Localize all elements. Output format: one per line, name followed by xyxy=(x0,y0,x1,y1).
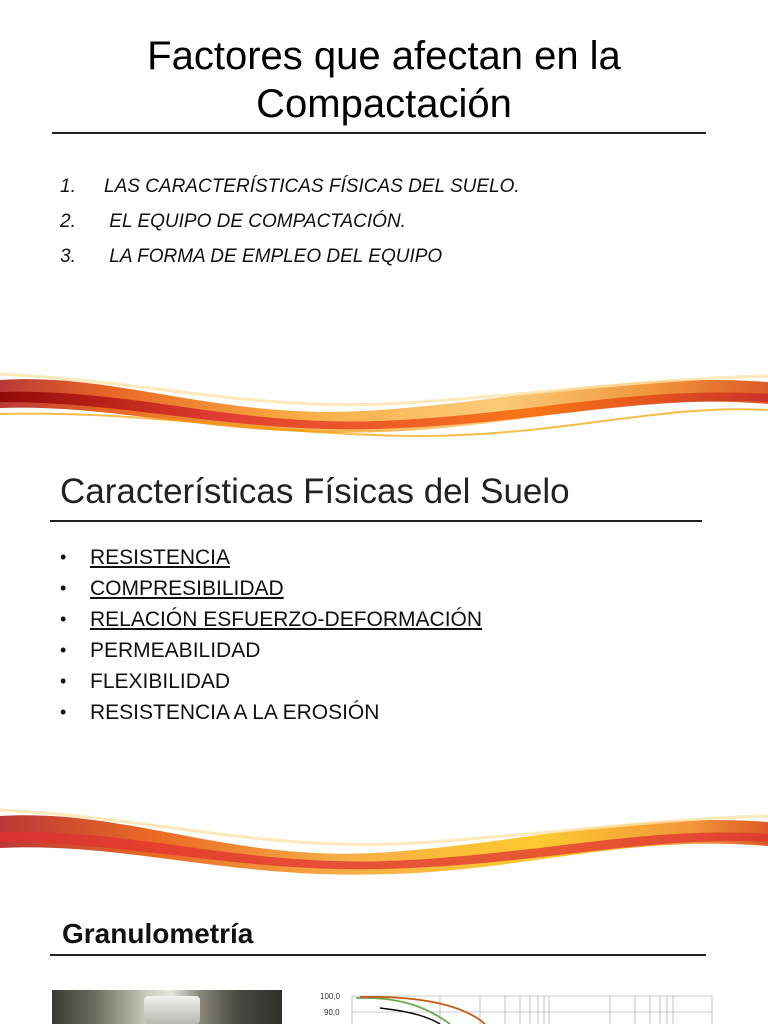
list-text: LA FORMA DE EMPLEO DEL EQUIPO xyxy=(104,246,443,267)
bullet-icon: • xyxy=(60,702,67,722)
series-line xyxy=(380,1008,440,1024)
factors-list xyxy=(60,176,520,281)
slide-1-title-line-1: Factores que afectan en la xyxy=(147,34,621,78)
list-number: 2. xyxy=(60,211,76,232)
sieve-equipment-photo xyxy=(52,990,282,1024)
slide-1-title-line-2: Compactación xyxy=(256,82,512,126)
flame-wave-decoration xyxy=(0,790,768,886)
list-item xyxy=(60,246,520,281)
hyperlink[interactable]: RELACIÓN ESFUERZO-DEFORMACIÓN xyxy=(90,607,483,631)
list-text: PERMEABILIDAD xyxy=(90,638,261,662)
bullet-icon: • xyxy=(60,671,67,691)
list-item xyxy=(60,211,520,246)
list-number: 1. xyxy=(60,176,76,197)
bullet-icon: • xyxy=(60,609,67,629)
chart-grid xyxy=(352,996,712,1024)
list-item xyxy=(60,635,482,666)
slide-3-title: Granulometría xyxy=(62,918,254,949)
list-item xyxy=(60,542,482,573)
list-item xyxy=(60,176,520,211)
slide-2-title: Características Físicas del Suelo xyxy=(60,472,570,511)
y-tick-label: 100,0 xyxy=(320,992,341,1001)
title-underline xyxy=(52,132,706,134)
granulometry-chart xyxy=(320,988,715,1024)
list-text: RESISTENCIA A LA EROSIÓN xyxy=(90,700,380,724)
y-tick-label: 90,0 xyxy=(324,1008,340,1017)
series-line xyxy=(360,997,485,1024)
list-item xyxy=(60,573,482,604)
title-underline xyxy=(50,954,706,956)
list-item xyxy=(60,697,482,728)
flame-wave-decoration xyxy=(0,352,768,448)
list-item xyxy=(60,666,482,697)
list-number: 3. xyxy=(60,246,76,267)
list-text: FLEXIBILIDAD xyxy=(90,669,231,693)
hyperlink[interactable]: RESISTENCIA xyxy=(90,545,231,569)
hyperlink[interactable]: COMPRESIBILIDAD xyxy=(90,576,284,600)
list-text: EL EQUIPO DE COMPACTACIÓN. xyxy=(104,211,406,232)
slide-1-title xyxy=(0,32,768,128)
list-item xyxy=(60,604,482,635)
title-underline xyxy=(50,520,702,522)
bullet-icon: • xyxy=(60,640,67,660)
properties-list xyxy=(60,542,482,728)
sieve-cylinder xyxy=(144,996,200,1024)
bullet-icon: • xyxy=(60,578,67,598)
list-text: LAS CARACTERÍSTICAS FÍSICAS DEL SUELO. xyxy=(104,176,520,197)
bullet-icon: • xyxy=(60,547,67,567)
